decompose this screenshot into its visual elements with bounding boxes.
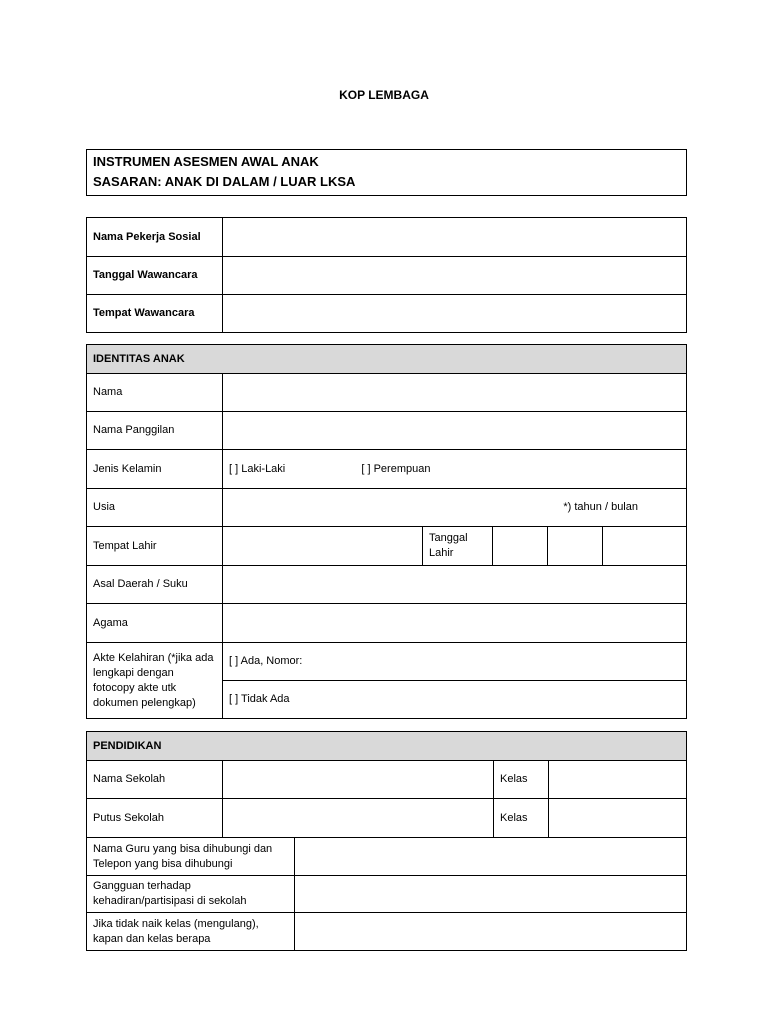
field-tanggal-lahir-month[interactable] (548, 527, 603, 566)
field-tanggal-lahir-year[interactable] (603, 527, 687, 566)
field-tidak-naik-kelas[interactable] (295, 913, 687, 951)
checkbox-akte-tidak-ada[interactable]: [ ] Tidak Ada (223, 681, 687, 719)
kop-lembaga: KOP LEMBAGA (339, 88, 429, 102)
checkbox-perempuan[interactable]: [ ] Perempuan (361, 462, 431, 475)
label-tanggal-lahir (423, 527, 493, 566)
field-asal-daerah[interactable] (223, 566, 687, 604)
field-agama[interactable] (223, 604, 687, 643)
checkbox-laki-laki[interactable]: [ ] Laki-Laki (229, 462, 286, 475)
field-jenis-kelamin (223, 450, 687, 489)
field-tempat-wawancara[interactable] (223, 295, 687, 333)
field-gangguan[interactable] (295, 876, 687, 913)
label-tempat-lahir: Tempat Lahir (87, 527, 223, 566)
label-akte-kelahiran: Akte Kelahiran (*jika ada lengkapi dengan fotocopy akte utk dokumen pelengkap) (87, 643, 223, 719)
label-nama-panggilan: Nama Panggilan (87, 412, 223, 450)
field-putus-sekolah[interactable] (223, 799, 494, 838)
field-nama-sekolah[interactable] (223, 761, 494, 799)
label-gangguan: Gangguan terhadap kehadiran/partisipasi di sekolah (87, 876, 295, 913)
label-nama-guru: Nama Guru yang bisa dihubungi dan Telepon yang bisa dihubungi (87, 838, 295, 876)
usia-unit: *) tahun / bulan (563, 501, 638, 513)
identitas-header: IDENTITAS ANAK (87, 345, 687, 374)
label-jenis-kelamin: Jenis Kelamin (87, 450, 223, 489)
field-kelas[interactable] (549, 761, 687, 799)
field-usia[interactable] (223, 489, 687, 527)
label-kelas: Kelas (494, 761, 549, 799)
field-nama-guru[interactable] (295, 838, 687, 876)
label-tempat-wawancara: Tempat Wawancara (87, 295, 223, 333)
field-kelas-putus[interactable] (549, 799, 687, 838)
field-nama-panggilan[interactable] (223, 412, 687, 450)
field-tanggal-lahir-day[interactable] (493, 527, 548, 566)
title-line-1: INSTRUMEN ASESMEN AWAL ANAK (93, 154, 319, 169)
label-asal-daerah: Asal Daerah / Suku (87, 566, 223, 604)
interview-table (86, 217, 687, 333)
label-putus-sekolah: Putus Sekolah (87, 799, 223, 838)
label-nama-sekolah: Nama Sekolah (87, 761, 223, 799)
label-tanggal-lahir-line-1: Tanggal (429, 532, 468, 544)
label-agama: Agama (87, 604, 223, 643)
label-tanggal-wawancara: Tanggal Wawancara (87, 257, 223, 295)
identitas-table (86, 344, 687, 719)
label-tanggal-lahir-line-2: Lahir (429, 547, 454, 559)
label-tidak-naik-kelas: Jika tidak naik kelas (mengulang), kapan dan kelas berapa (87, 913, 295, 951)
label-nama: Nama (87, 374, 223, 412)
field-tanggal-wawancara[interactable] (223, 257, 687, 295)
title-line-2: SASARAN: ANAK DI DALAM / LUAR LKSA (93, 174, 356, 189)
title-box (86, 149, 687, 196)
pendidikan-header: PENDIDIKAN (87, 732, 687, 761)
field-nama[interactable] (223, 374, 687, 412)
field-pekerja-sosial[interactable] (223, 218, 687, 257)
pendidikan-table (86, 731, 687, 951)
label-pekerja-sosial: Nama Pekerja Sosial (87, 218, 223, 257)
label-kelas-putus: Kelas (494, 799, 549, 838)
label-usia: Usia (87, 489, 223, 527)
checkbox-akte-ada[interactable]: [ ] Ada, Nomor: (223, 643, 687, 681)
field-tempat-lahir[interactable] (223, 527, 423, 566)
